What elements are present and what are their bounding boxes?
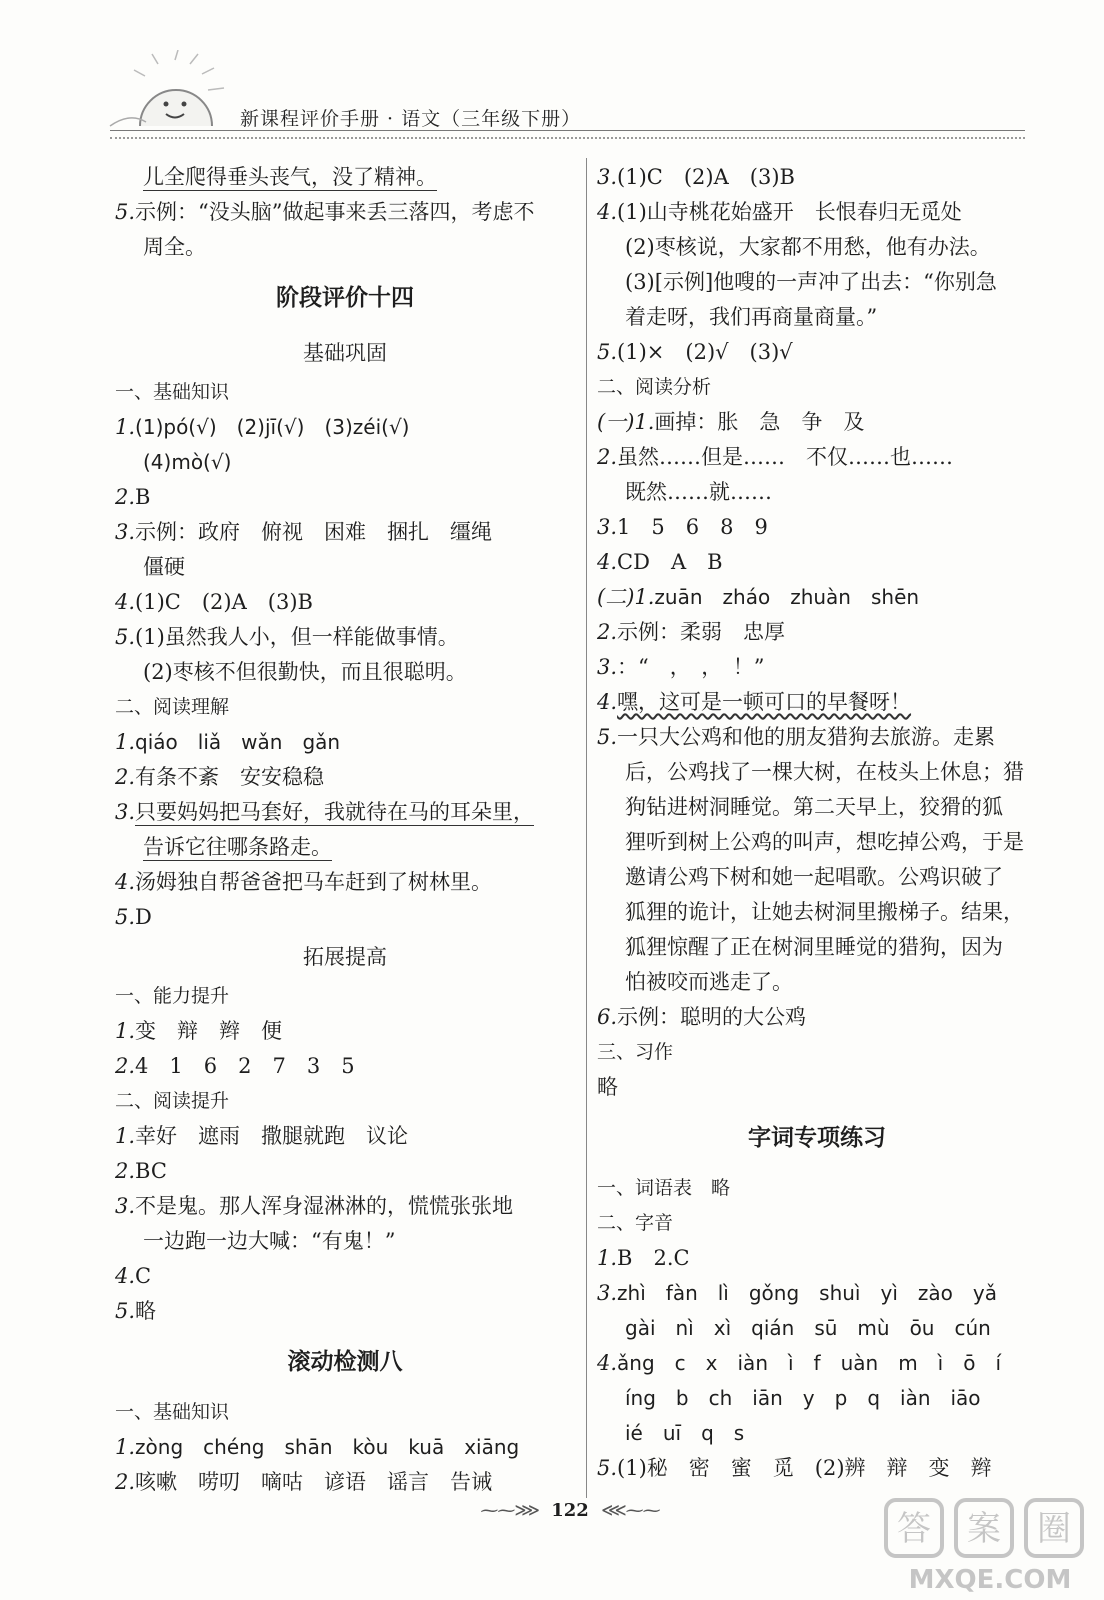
part-heading: 二、阅读分析 <box>597 376 712 398</box>
watermark-char-1: 答 <box>897 1509 931 1549</box>
answer-item <box>115 760 575 795</box>
item-number: 2. <box>115 765 136 789</box>
item-number: 2. <box>597 445 618 469</box>
answer-text: 4 1 6 2 7 3 5 <box>135 1054 355 1078</box>
answer-continuation <box>597 265 1037 300</box>
item-number: 2. <box>115 485 136 509</box>
item-number: 5. <box>597 340 618 364</box>
answer-text: 一只大公鸡和他的朋友猎狗去旅游。走累 <box>617 725 996 749</box>
header-rule <box>110 130 1025 139</box>
answer-continuation <box>115 830 575 865</box>
answer-continuation <box>115 1224 575 1259</box>
answer-text: (4)mò(√) <box>143 450 232 474</box>
page-header <box>0 0 1104 140</box>
item-number: (二)1. <box>597 585 655 609</box>
answer-item <box>597 650 1037 685</box>
answer-text: (1)秘 密 蜜 觅 (2)辨 辩 变 辫 <box>617 1456 992 1480</box>
answer-text: 1 5 6 8 9 <box>617 515 768 539</box>
answer-item <box>597 510 1037 545</box>
answer-text: 嘿，这可是一顿可口的早餐呀！ <box>617 690 912 714</box>
answer-text: (1)C (2)A (3)B <box>617 165 795 189</box>
item-number: 2. <box>115 1470 136 1494</box>
part-heading: 一、基础知识 <box>115 1401 230 1423</box>
answer-item <box>597 1000 1037 1035</box>
answer-continuation <box>597 755 1037 790</box>
answer-text: zuān zháo zhuàn shēn <box>654 585 920 609</box>
answer-item <box>597 195 1037 230</box>
item-number: 1. <box>597 1246 618 1270</box>
answer-text: 狸听到树上公鸡的叫声，想吃掉公鸡，于是 <box>625 830 1024 854</box>
answer-text: (1)C (2)A (3)B <box>135 590 313 614</box>
footer-ornament-left: ⁓⁓⋙ <box>480 1500 539 1521</box>
answer-continuation <box>597 1311 1037 1346</box>
item-number: 5. <box>115 905 136 929</box>
answer-text: 示例：政府 俯视 困难 捆扎 缰绳 <box>135 520 493 544</box>
item-number: 5. <box>115 625 136 649</box>
answer-text: 邀请公鸡下树和她一起唱歌。公鸡识破了 <box>625 865 1003 889</box>
answer-item <box>115 480 575 515</box>
answer-text: B <box>135 485 151 509</box>
answer-continuation <box>115 655 575 690</box>
answer-text: zhì fàn lì gǒng shuì yì zào yǎ <box>617 1281 997 1305</box>
answer-item <box>115 1294 575 1329</box>
item-number: 1. <box>115 1435 136 1459</box>
answer-item <box>597 1346 1037 1381</box>
answer-item <box>597 1451 1037 1486</box>
part-heading: 三、习作 <box>597 1041 674 1063</box>
section-heading: 阶段评价十四 <box>276 285 414 311</box>
answer-text: 狐狸的诡计，让她去树洞里搬梯子。结果， <box>625 900 1024 924</box>
part-heading: 二、阅读理解 <box>115 696 230 718</box>
answer-text: 一边跑一边大喊：“有鬼！” <box>143 1229 396 1253</box>
part-heading: 一、基础知识 <box>115 381 230 403</box>
answer-text: D <box>135 905 152 929</box>
part-heading: 二、字音 <box>597 1212 674 1234</box>
answer-continuation <box>115 550 575 585</box>
item-number: 4. <box>597 690 618 714</box>
answer-text: (1)山寺桃花始盛开 长恨春归无觅处 <box>617 200 962 224</box>
answer-text: 示例：聪明的大公鸡 <box>617 1005 807 1029</box>
page-footer <box>480 1500 660 1521</box>
item-number: 4. <box>115 1264 136 1288</box>
answer-item <box>115 1119 575 1154</box>
answer-continuation <box>597 1381 1037 1416</box>
answer-text: 狐狸惊醒了正在树洞里睡觉的猎狗，因为 <box>625 935 1003 959</box>
item-number: 4. <box>597 550 618 574</box>
item-number: 3. <box>597 515 618 539</box>
answer-text: ǎng c x iàn ì f uàn m ì ō í <box>617 1351 1002 1375</box>
item-number: 3. <box>115 800 136 824</box>
answer-item <box>115 865 575 900</box>
column-divider <box>586 158 587 1498</box>
subsection-heading: 拓展提高 <box>303 945 387 969</box>
answer-text: 有条不紊 安安稳稳 <box>135 765 325 789</box>
answer-item <box>115 195 575 230</box>
item-number: 1. <box>115 415 136 439</box>
answer-text: ：“ ， ， ！” <box>617 655 765 679</box>
answer-item <box>597 1241 1037 1276</box>
answer-text: (2)枣核不但很勤快，而且很聪明。 <box>143 660 467 684</box>
answer-item <box>597 580 1037 615</box>
answer-item <box>597 615 1037 650</box>
answer-text: 不是鬼。那人浑身湿淋淋的，慌慌张张地 <box>135 1194 514 1218</box>
item-number: 3. <box>115 1194 136 1218</box>
answer-item <box>115 1154 575 1189</box>
part-heading: 一、词语表 略 <box>597 1177 731 1199</box>
item-number: 4. <box>115 870 136 894</box>
item-number: 4. <box>115 590 136 614</box>
answer-item <box>115 410 575 445</box>
answer-continuation <box>115 445 575 480</box>
answer-text: 变 辩 辫 便 <box>135 1019 283 1043</box>
answer-item <box>597 545 1037 580</box>
answer-text: 既然……就…… <box>625 480 772 504</box>
answer-text: 示例：柔弱 忠厚 <box>617 620 786 644</box>
answer-item <box>115 725 575 760</box>
watermark-char-3: 圈 <box>1037 1509 1071 1549</box>
answer-text: 后，公鸡找了一棵大树，在枝头上休息；猎 <box>625 760 1024 784</box>
answer-item <box>597 685 1037 720</box>
right-column <box>597 160 1037 1486</box>
item-number: 4. <box>597 200 618 224</box>
answer-item <box>115 1259 575 1294</box>
answer-item <box>115 620 575 655</box>
answer-item <box>597 405 1037 440</box>
answer-continuation <box>597 965 1037 1000</box>
answer-text: 略 <box>135 1299 157 1323</box>
answer-item <box>115 1465 575 1500</box>
answer-text: 咳嗽 唠叨 嘀咕 谚语 谣言 告诫 <box>135 1470 493 1494</box>
answer-item <box>115 1049 575 1084</box>
item-number: 5. <box>115 200 136 224</box>
page-number: 122 <box>551 1500 589 1521</box>
answer-text: gài nì xì qián sū mù ōu cún <box>625 1316 991 1340</box>
answer-continuation <box>597 930 1037 965</box>
answer-text: 略 <box>597 1075 618 1099</box>
answer-item <box>597 440 1037 475</box>
answer-text: (1)pó(√) (2)jī(√) (3)zéi(√) <box>135 415 410 439</box>
section-heading: 滚动检测八 <box>287 1349 403 1375</box>
answer-text: ié uī q s <box>625 1421 745 1445</box>
item-number: 1. <box>115 1124 136 1148</box>
item-number: 5. <box>597 725 618 749</box>
answer-text: 虽然……但是…… 不仅……也…… <box>617 445 954 469</box>
part-heading: 二、阅读提升 <box>115 1090 230 1112</box>
answer-continuation <box>597 475 1037 510</box>
answer-item <box>597 1276 1037 1311</box>
answer-continuation <box>115 230 575 265</box>
answer-text: íng b ch iān y p q iàn iāo <box>625 1386 981 1410</box>
item-number: 3. <box>597 655 618 679</box>
watermark-char-2: 案 <box>967 1509 1001 1549</box>
answer-item <box>115 1430 575 1465</box>
item-number: 4. <box>597 1351 618 1375</box>
item-number: 5. <box>115 1299 136 1323</box>
item-number: (一)1. <box>597 410 655 434</box>
left-column <box>115 160 575 1500</box>
item-number: 1. <box>115 1019 136 1043</box>
answer-text: BC <box>135 1159 167 1183</box>
answer-text: 幸好 遮雨 撒腿就跑 议论 <box>135 1124 409 1148</box>
answer-text: (1)× (2)√ (3)√ <box>617 340 793 364</box>
answer-text: CD A B <box>617 550 723 574</box>
item-number: 2. <box>115 1159 136 1183</box>
sun-mascot-icon <box>100 50 240 130</box>
answer-continuation <box>597 790 1037 825</box>
part-heading: 一、能力提升 <box>115 985 230 1007</box>
watermark-domain: MXQE.COM <box>908 1565 1072 1595</box>
item-number: 3. <box>597 165 618 189</box>
item-number: 5. <box>597 1456 618 1480</box>
item-number: 1. <box>115 730 136 754</box>
answer-continuation <box>597 300 1037 335</box>
answer-text: qiáo liǎ wǎn gǎn <box>135 730 341 754</box>
item-number: 2. <box>597 620 618 644</box>
answer-text: zòng chéng shān kòu kuā xiāng <box>135 1435 520 1459</box>
answer-text: 画掉：胀 急 争 及 <box>654 410 865 434</box>
answer-item <box>115 900 575 935</box>
answer-text: 告诉它往哪条路走。 <box>143 835 332 859</box>
answer-text: 僵硬 <box>143 555 185 579</box>
answer-text: 示例：“没头脑”做起事来丢三落四，考虑不 <box>135 200 535 224</box>
item-number: 3. <box>597 1281 618 1305</box>
answer-continuation <box>597 230 1037 265</box>
answer-text: (1)虽然我人小，但一样能做事情。 <box>135 625 459 649</box>
answer-text: 着走呀，我们再商量商量。” <box>625 305 878 329</box>
answer-text: 周全。 <box>143 235 206 259</box>
answer-text: C <box>135 1264 152 1288</box>
answer-item <box>115 515 575 550</box>
answer-continuation <box>597 860 1037 895</box>
footer-ornament-right: ⋘⁓⁓ <box>601 1500 660 1521</box>
answer-item <box>597 160 1037 195</box>
item-number: 3. <box>115 520 136 544</box>
subsection-heading: 基础巩固 <box>303 341 387 365</box>
item-number: 2. <box>115 1054 136 1078</box>
answer-continuation <box>115 160 575 195</box>
answer-text: (2)枣核说，大家都不用愁，他有办法。 <box>625 235 991 259</box>
answer-item <box>597 335 1037 370</box>
answer-text: 怕被咬而逃走了。 <box>625 970 793 994</box>
answer-text: 狗钻进树洞睡觉。第二天早上，狡猾的狐 <box>625 795 1003 819</box>
answer-text: 汤姆独自帮爸爸把马车赶到了树林里。 <box>135 870 493 894</box>
answer-continuation <box>597 825 1037 860</box>
header-title: 新课程评价手册 · 语文（三年级下册） <box>240 108 582 130</box>
watermark-logo <box>880 1490 1100 1600</box>
answer-text: B 2.C <box>617 1246 690 1270</box>
answer-item <box>115 585 575 620</box>
answer-text: (3)[示例]他嗖的一声冲了出去：“你别急 <box>625 270 997 294</box>
section-heading: 字词专项练习 <box>748 1125 886 1151</box>
answer-continuation <box>597 895 1037 930</box>
answer-continuation <box>597 1416 1037 1451</box>
item-number: 6. <box>597 1005 618 1029</box>
answer-item <box>597 720 1037 755</box>
answer-item <box>115 1189 575 1224</box>
answer-text: 只要妈妈把马套好，我就待在马的耳朵里， <box>135 800 535 824</box>
answer-item <box>115 1014 575 1049</box>
answer-text: 儿全爬得垂头丧气，没了精神。 <box>143 165 437 189</box>
answer-item <box>115 795 575 830</box>
